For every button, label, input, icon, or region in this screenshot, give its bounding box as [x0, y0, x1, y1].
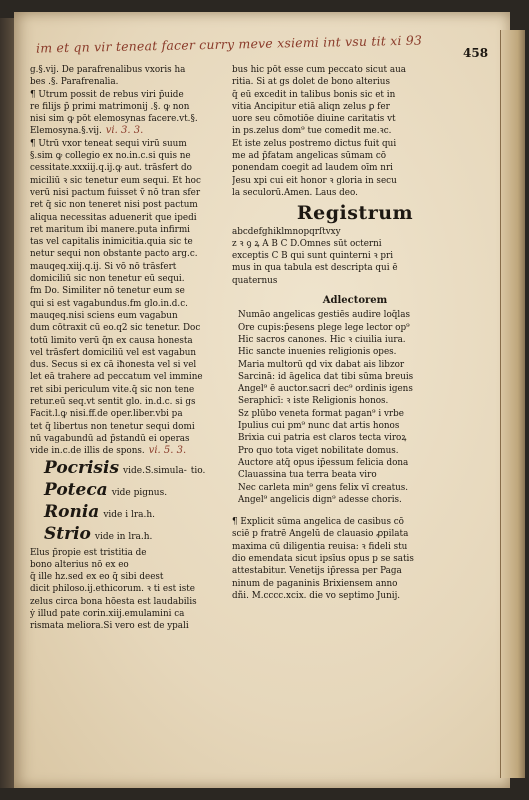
text-line: ẏ illud pate corin.xiij.emulamini ca: [30, 608, 185, 619]
entry-cross-reference: vide in lra.h.: [94, 531, 153, 542]
text-line: vitia Ancipitur etiā aliqn zelus ꝑ fer: [232, 101, 390, 112]
verse-line: Hic sacros canones. Hic ꝛ ciuilia iura.: [238, 334, 406, 345]
text-line: bono alterius nō ex eo: [30, 559, 129, 570]
left-column: [30, 64, 226, 633]
text-line: ponendam coegit ad laudem oīm nri: [232, 163, 393, 174]
page-edges: [500, 30, 525, 778]
text-line: uore seu cōmotiōe diuine caritatis vt: [232, 114, 396, 125]
text-line: g.§.vij. De parafrenalibus vxoris ha: [30, 65, 186, 75]
text-line: mauqeq.xiij.q.ij. Si vō nō trāsfert: [30, 261, 177, 272]
text-line: ret q̄ sic non teneret nisi post pactum: [30, 200, 198, 211]
entry-headword: Pocrisis: [44, 457, 120, 478]
text-line: Elus p̄ropie est tristitia de: [30, 547, 147, 558]
text-line: Jesu xpi cui eit honor ꝛ gloria in secu: [232, 175, 397, 186]
colophon-line: attestabitur. Venetijs ip̄ressa per Paga: [232, 566, 402, 577]
colophon-line: ¶ Explicit sūma angelica de casibus cō: [232, 517, 404, 528]
right-column: [232, 64, 478, 602]
colophon-line: ninum de paganinis Brixiensem anno: [232, 578, 398, 589]
verse-line: Ipulius cui pm⁹ nunc dat artis honos: [238, 421, 400, 432]
text-line: bes .§. Parafrenalia.: [30, 77, 119, 88]
text-line: rismata meliora.Si vero est de ypali: [30, 621, 189, 632]
text-line: ¶ Utrum possit de rebus viri p̄uide: [30, 89, 184, 100]
text-line: Et iste zelus postremo dictus fuit qui: [232, 138, 397, 149]
text-line: dicit philoso.ij.ethicorum. ꝛ ti est iste: [30, 584, 196, 595]
text-line: dus. Secus si ex cā iħonesta vel si vel: [30, 360, 197, 371]
registrum-line: abcdefghiklmnopqrſtvxy: [232, 226, 341, 237]
text-line: netur sequi non obstante pacto arg.c.: [30, 249, 198, 260]
verse-line: Ore cupis:p̄esens plege lege lector op⁹: [238, 322, 410, 333]
verse-line: Seraphicī: ꝛ iste Religionis honos.: [238, 396, 389, 407]
handwritten-marginal-note: im et qn vir teneat facer curry meve xsiemi int vsu tit xi 93: [35, 32, 423, 56]
text-line: Elemosyna.§.vij. vi. 3. 3.: [30, 125, 144, 137]
registrum-line: exceptis C B qui sunt quinterni ꝛ pri: [232, 251, 394, 262]
text-line: ret sibi periculum vite.q̄ sic non tene: [30, 384, 195, 395]
dedicatory-verses: [238, 309, 478, 506]
text-line: mauqeq.nisi sciens eum vagabun: [30, 310, 178, 321]
handwritten-annotation: vi. 3. 3.: [105, 125, 144, 137]
registrum-line: quaternus: [232, 275, 278, 286]
colophon-line: sciē p fratrē Angelū de clauasio ꝓpilata: [232, 529, 409, 540]
verse-line: Brixia cui patria est claros tecta viroꝝ: [238, 433, 407, 444]
text-line: ret maritum ibi manere.puta infirmi: [30, 224, 190, 235]
left-column-zelus-text: [30, 547, 226, 633]
verse-line: Sarcinā: id āgelica dat tibi sūma breuis: [238, 371, 414, 382]
entry-cross-reference: vide i lra.h.: [103, 509, 156, 520]
text-line: q̄ ille hz.sed ex eo q̄ sibi deest: [30, 572, 164, 583]
verse-line: Maria multorū qd vix dabat ais libzor: [238, 359, 405, 370]
colophon: [232, 516, 478, 602]
verse-line: Nec carleta min⁹ gens felix vī creatus.: [238, 482, 409, 493]
text-line: miciliū ꝛ sic tenetur eum sequi. Et hoc: [30, 175, 201, 186]
text-line: ritia. Si at gs dolet de bono alterius: [232, 77, 390, 88]
text-line: bus hic pōt esse cum peccato sicut aua: [232, 65, 407, 75]
text-line: nisi sim ꝙ pōt elemosynas facere.vt.§.: [30, 114, 198, 125]
verse-line: Pro quo tota viget nobilitate domus.: [238, 445, 399, 456]
entry-headword: Strio: [44, 523, 91, 544]
dictionary-entry: [44, 481, 226, 500]
text-line: let eā trahere ad peccatum vel immine: [30, 372, 203, 383]
text-line: qui si est vagabundus.fm glo.in.d.c.: [30, 298, 188, 309]
verse-line: Auctore atq̄ opus ip̄essum felicia dona: [238, 457, 409, 468]
right-column-text: [232, 64, 478, 199]
registrum-line: z ꝛ ꝯ ꝝ A B C D.Omnes sūt octerni: [232, 238, 382, 249]
registrum-heading: Registrum: [296, 202, 414, 225]
text-line: §.sim ꝙ collegio ex no.in.c.si quis ne: [30, 151, 191, 162]
entry-cross-reference: vide pignus.: [111, 487, 168, 498]
text-line: domiciliū sic non tenetur eū sequi.: [30, 274, 185, 285]
colophon-line: maxima cū diligentia reuisa: ꝛ fideli stu: [232, 541, 408, 552]
entry-cross-reference-cont: tio.: [190, 465, 206, 476]
dictionary-entry: [44, 459, 226, 478]
text-line: dum cōtraxit cū eo.q2 sic tenetur. Doc: [30, 323, 201, 334]
text-line: zelus circa bona hōesta est laudabilis: [30, 596, 197, 607]
dictionary-entries: [30, 459, 226, 544]
text-line: fm Do. Similiter nō tenetur eum se: [30, 286, 185, 297]
text-line: retur.eū seq.vt sentit glo. in.d.c. si gs: [30, 397, 196, 408]
text-line: in ps.zelus dom⁹ tue comedit me.ꝛc.: [232, 126, 392, 137]
verse-line: Angel⁹ ē auctor.sacri dec⁹ ordinis igens: [238, 384, 413, 395]
dictionary-entry: [44, 525, 226, 544]
entry-cross-reference: vide.S.simula-: [123, 465, 187, 476]
verse-line: Sz plūbo veneta format pagan⁹ i vrbe: [238, 408, 404, 419]
text-line: tas vel capitalis inimicitia.quia sic te: [30, 237, 193, 248]
colophon-line: dio emendata sicut ipsīus opus p se satis: [232, 553, 414, 564]
text-line: Facit.l.ꝙ nisi.ff.de oper.liber.vbi pa: [30, 409, 183, 420]
page-number: 458: [463, 46, 489, 60]
text-line: cessitate.xxxiij.q.ij.ꝙ aut. trāsfert do: [30, 163, 192, 174]
verse-line: Hic sancte inuenies religionis opes.: [238, 347, 397, 358]
handwritten-annotation: vi. 5. 3.: [148, 445, 187, 457]
entry-headword: Ronia: [44, 501, 100, 522]
text-line: tet q̄ libertus non tenetur sequi domi: [30, 421, 195, 432]
text-line: me ad p̄fatam angelicas sūmam cō: [232, 151, 387, 162]
text-line: verū nisi pactum fuisset v̄ nō tran sfer: [30, 187, 201, 198]
entry-headword: Poteca: [44, 479, 108, 500]
text-line: aliqua necessitas adueneriṫ que ipedi: [30, 212, 197, 223]
dictionary-entry: [44, 503, 226, 522]
text-line: totū limito verū q̄n ex causa honesta: [30, 335, 193, 346]
text-line: vide in.c.de illis de spons. vi. 5. 3.: [30, 445, 187, 457]
registrum-line: mus in qua tabula est descripta qui ē: [232, 263, 398, 274]
verse-line: Angel⁹ angelicis dign⁹ adesse choris.: [238, 494, 402, 505]
text-line: vel trāsfert domiciliū vel est vagabun: [30, 347, 197, 358]
text-line: q̄ eū excedit in talibus bonis sic et in: [232, 89, 396, 100]
left-column-text: [30, 64, 226, 458]
verse-line: Clauassina tua terra beata viro: [238, 470, 377, 481]
ad-lectorem-heading: Adlectorem: [322, 295, 388, 307]
text-line: ¶ Utrū vxor teneat sequi virū suum: [30, 138, 187, 149]
verse-line: Numāo angelicas gestiēs audire loq̄las: [238, 310, 410, 321]
text-line: re filijs p̄ primi matrimonij .§. ꝙ non: [30, 101, 190, 112]
text-line: nū vagabundū ad p̄standū ei operas: [30, 433, 190, 444]
colophon-line: dñi. M.cccc.xcix. die vo septimo Junij.: [232, 590, 401, 601]
registrum-text: [232, 226, 478, 287]
text-line: la seculorū.Amen. Laus deo.: [232, 187, 358, 198]
